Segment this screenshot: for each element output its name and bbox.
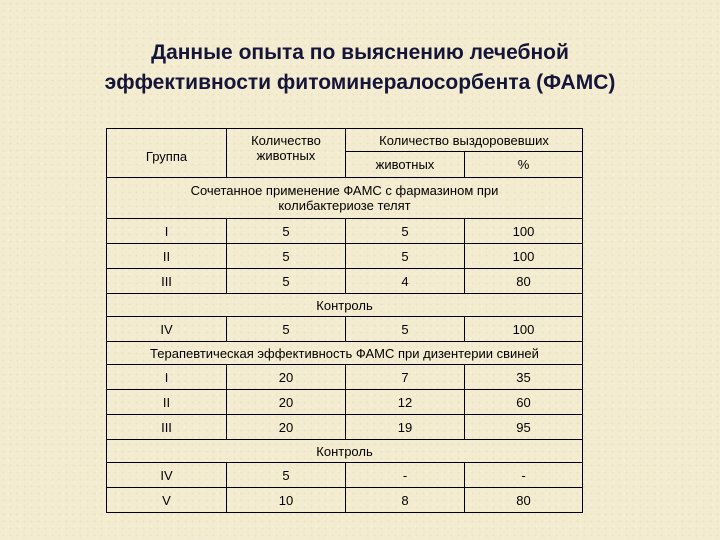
control-title-row (107, 294, 583, 317)
cell-percent: 95 (465, 415, 583, 440)
cell-recovered: 5 (346, 219, 465, 244)
header-row (107, 129, 583, 152)
cell-animals: 5 (227, 317, 346, 342)
header-group: Группа (107, 129, 227, 178)
table-row (107, 317, 583, 342)
header-animals: Количество животных (227, 129, 346, 178)
cell-recovered: 8 (346, 488, 465, 513)
cell-recovered: 12 (346, 390, 465, 415)
header-recovered-percent: % (465, 152, 583, 178)
cell-percent: 80 (465, 269, 583, 294)
control-title: Контроль (107, 294, 583, 317)
section-title: Терапевтическая эффективность ФАМС при дизентерии свиней (107, 342, 583, 365)
cell-recovered: 4 (346, 269, 465, 294)
control-title: Контроль (107, 440, 583, 463)
results-table (106, 128, 583, 513)
table-row (107, 390, 583, 415)
table-row (107, 269, 583, 294)
cell-recovered: 5 (346, 317, 465, 342)
cell-recovered: 19 (346, 415, 465, 440)
table-row (107, 415, 583, 440)
cell-group: IV (107, 317, 227, 342)
cell-recovered: 7 (346, 365, 465, 390)
cell-percent: 35 (465, 365, 583, 390)
cell-animals: 5 (227, 269, 346, 294)
section-title-row (107, 178, 583, 219)
cell-animals: 20 (227, 415, 346, 440)
cell-recovered: 5 (346, 244, 465, 269)
table-row (107, 219, 583, 244)
cell-percent: 80 (465, 488, 583, 513)
cell-group: IV (107, 463, 227, 488)
cell-group: I (107, 365, 227, 390)
cell-animals: 5 (227, 219, 346, 244)
cell-percent: 100 (465, 219, 583, 244)
cell-group: I (107, 219, 227, 244)
cell-animals: 20 (227, 390, 346, 415)
cell-animals: 5 (227, 244, 346, 269)
cell-group: V (107, 488, 227, 513)
cell-percent: 100 (465, 244, 583, 269)
table-row (107, 244, 583, 269)
table-row (107, 463, 583, 488)
table-row (107, 365, 583, 390)
cell-group: III (107, 415, 227, 440)
control-title-row (107, 440, 583, 463)
cell-percent: - (465, 463, 583, 488)
header-recovered: Количество выздоровевших (346, 129, 583, 152)
cell-animals: 10 (227, 488, 346, 513)
cell-group: III (107, 269, 227, 294)
header-recovered-animals: животных (346, 152, 465, 178)
cell-percent: 60 (465, 390, 583, 415)
cell-percent: 100 (465, 317, 583, 342)
title-line-2: эффективности фитоминералосорбента (ФАМС) (104, 71, 616, 94)
cell-animals: 5 (227, 463, 346, 488)
section-title-row (107, 342, 583, 365)
title-line-1: Данные опыта по выяснению лечебной (151, 41, 569, 64)
cell-group: II (107, 390, 227, 415)
table-row (107, 488, 583, 513)
cell-recovered: - (346, 463, 465, 488)
cell-group: II (107, 244, 227, 269)
page-title (0, 38, 720, 98)
section-title: Сочетанное применение ФАМС с фармазином при колибактериозе телят (107, 178, 583, 219)
cell-animals: 20 (227, 365, 346, 390)
